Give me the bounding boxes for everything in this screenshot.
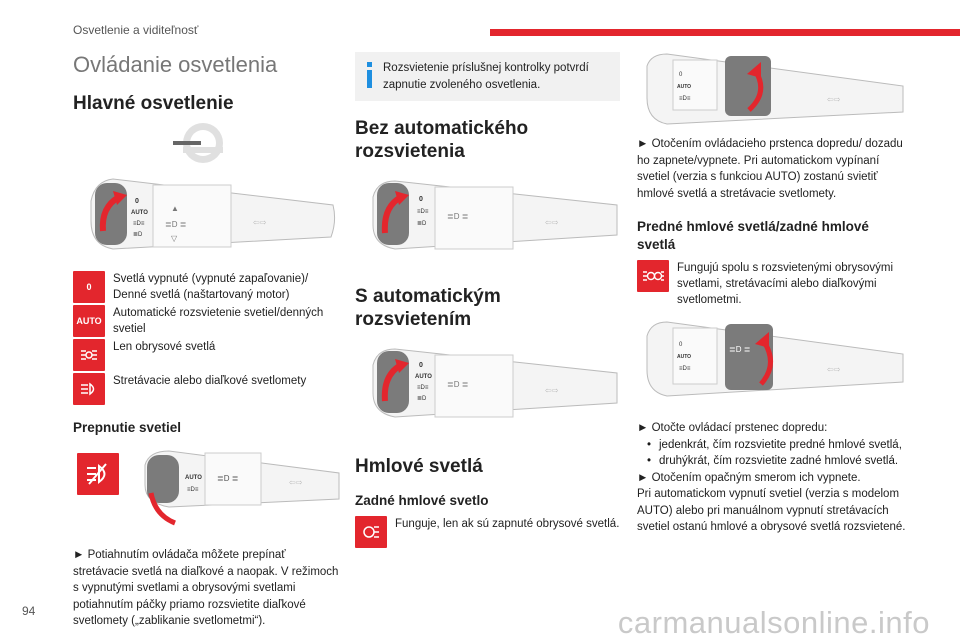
svg-text:0: 0 <box>419 362 423 369</box>
fog-ring-illustration-2 <box>637 318 907 402</box>
svg-text:⇦⇨: ⇦⇨ <box>253 218 267 227</box>
item-text: Svetlá vypnuté (vypnuté zapaľovanie)/ Denné svetlá (naštartovaný motor) <box>113 273 309 301</box>
light-modes-list <box>73 271 343 405</box>
item-text: Len obrysové svetlá <box>113 341 216 353</box>
stalk-illustration-no-auto <box>355 173 620 261</box>
flash-headlights-icon <box>77 453 119 495</box>
list-item <box>73 339 343 371</box>
svg-text:≡D≡: ≡D≡ <box>679 366 691 372</box>
svg-text:≣D ≣: ≣D ≣ <box>165 220 187 229</box>
watermark: carmanualsonline.info <box>617 605 930 640</box>
info-icon <box>365 60 373 93</box>
stalk-illustration-auto <box>355 341 620 429</box>
list-item <box>73 373 343 405</box>
svg-text:AUTO: AUTO <box>677 84 692 90</box>
column-2 <box>355 52 620 550</box>
page-number: 94 <box>22 604 36 618</box>
fog-ring-figure-2 <box>637 318 907 402</box>
svg-text:AUTO: AUTO <box>677 354 692 360</box>
fog-ring-illustration <box>637 52 907 128</box>
list-item: • druhýkrát, čím rozsvietite zadné hmlové svetlá. <box>647 453 907 470</box>
svg-text:≣D ≣: ≣D ≣ <box>217 474 239 483</box>
position-lights-icon <box>73 339 105 371</box>
svg-text:≣D: ≣D <box>133 232 143 238</box>
svg-text:≡D≡: ≡D≡ <box>187 487 199 493</box>
stalk-figure-no-auto <box>355 173 620 261</box>
svg-text:AUTO: AUTO <box>415 374 432 380</box>
steering-stalk-figure <box>73 121 343 271</box>
item-text: Stretávacie alebo diaľkové svetlomety <box>113 375 307 387</box>
heading-auto: S automatickým rozsvietením <box>355 286 501 330</box>
svg-text:⇦⇨: ⇦⇨ <box>827 95 841 104</box>
running-header: Osvetlenie a viditeľnosť <box>73 23 199 37</box>
auto-lights-icon: AUTO <box>73 305 105 337</box>
svg-text:≡D≡: ≡D≡ <box>133 221 145 227</box>
heading-rear-fog: Zadné hmlové svetlo <box>355 493 489 508</box>
svg-text:≣D ≣: ≣D ≣ <box>447 212 469 221</box>
header-accent-bar <box>490 29 960 36</box>
info-note <box>355 52 620 101</box>
svg-text:≡D≡: ≡D≡ <box>679 96 691 102</box>
heading-fog: Hmlové svetlá <box>355 456 483 477</box>
svg-text:AUTO: AUTO <box>185 475 202 481</box>
instr-off: ► Otočením opačným smerom ich vypnete. <box>637 471 861 484</box>
rear-fog-item <box>355 516 620 548</box>
instr-intro: ► Otočte ovládací prstenec dopredu: <box>637 422 828 434</box>
svg-text:0: 0 <box>679 72 683 78</box>
heading-main-lighting: Hlavné osvetlenie <box>73 93 234 114</box>
svg-text:≣D ≣: ≣D ≣ <box>447 380 469 389</box>
svg-text:0: 0 <box>679 342 683 348</box>
svg-text:⇦⇨: ⇦⇨ <box>289 478 303 487</box>
item-text: Automatické rozsvietenie svetiel/denných svetiel <box>113 307 324 335</box>
svg-text:0: 0 <box>135 198 139 205</box>
svg-text:≣D: ≣D <box>417 221 427 227</box>
steering-stalk-illustration <box>73 121 343 271</box>
stalk-pull-illustration <box>139 445 343 527</box>
svg-text:⇦⇨: ⇦⇨ <box>545 386 559 395</box>
rear-fog-icon <box>355 516 387 548</box>
heading-switch: Prepnutie svetiel <box>73 420 182 435</box>
front-rear-fog-text: Fungujú spolu s rozsvietenými obrysovými svetlami, stretávacími alebo diaľkovými svetlometmi. <box>677 262 894 306</box>
fog-ring-figure <box>637 52 907 128</box>
list-item <box>73 271 343 303</box>
list-item <box>73 305 343 337</box>
stalk-figure-auto <box>355 341 620 429</box>
svg-text:≡D≡: ≡D≡ <box>417 209 429 215</box>
info-text: Rozsvietenie príslušnej kontrolky potvrdí zapnutie zvoleného osvetlenia. <box>383 62 589 91</box>
lights-off-icon: 0 <box>73 271 105 303</box>
instr-note: Pri automatickom vypnutí svetiel (verzia s modelom AUTO) alebo pri manuálnom vypnutí stretávacích svetiel ostanú hmlové a obrysové svetlá rozsvietené. <box>637 488 906 533</box>
svg-text:≡D≡: ≡D≡ <box>417 385 429 391</box>
rear-fog-text: Funguje, len ak sú zapnuté obrysové svetlá. <box>395 518 620 530</box>
svg-text:⇦⇨: ⇦⇨ <box>545 218 559 227</box>
switch-figure <box>73 445 343 527</box>
section-title: Ovládanie osvetlenia <box>73 52 278 77</box>
switch-text: ► Potiahnutím ovládača môžete prepínať stretávacie svetlá na diaľkové a naopak. V režimoch s vypnutými svetlami a obrysovými svetlami potiahnutím páčky priamo rozsvietite diaľkové svetlomety („zablikanie svetlometmi“). <box>73 549 339 627</box>
svg-text:▽: ▽ <box>171 234 178 243</box>
front-rear-fog-item <box>637 260 907 308</box>
svg-text:≣D: ≣D <box>417 396 427 402</box>
svg-text:0: 0 <box>419 196 423 203</box>
headlights-icon <box>73 373 105 405</box>
svg-text:⇦⇨: ⇦⇨ <box>827 365 841 374</box>
column-3 <box>637 52 907 536</box>
fog-steps-list <box>637 437 907 470</box>
heading-no-auto: Bez automatického rozsvietenia <box>355 118 529 162</box>
steering-wheel-icon <box>173 123 223 163</box>
svg-text:≣D ≣: ≣D ≣ <box>729 345 751 354</box>
column-1 <box>73 52 343 630</box>
list-item: • jedenkrát, čím rozsvietite predné hmlové svetlá, <box>647 437 907 454</box>
svg-text:▲: ▲ <box>171 204 179 213</box>
svg-text:AUTO: AUTO <box>131 210 148 216</box>
front-rear-fog-icon <box>637 260 669 292</box>
fog-ring-text: ► Otočením ovládacieho prstenca dopredu/ dozadu ho zapnete/vypnete. Pri automatickom vypínaní svetiel (verzia s funkciou AUTO) zostanú svietiť hmlové svetlá a stretávacie svetlomety. <box>637 138 903 200</box>
heading-front-rear-fog: Predné hmlové svetlá/zadné hmlové svetlá <box>637 219 869 252</box>
